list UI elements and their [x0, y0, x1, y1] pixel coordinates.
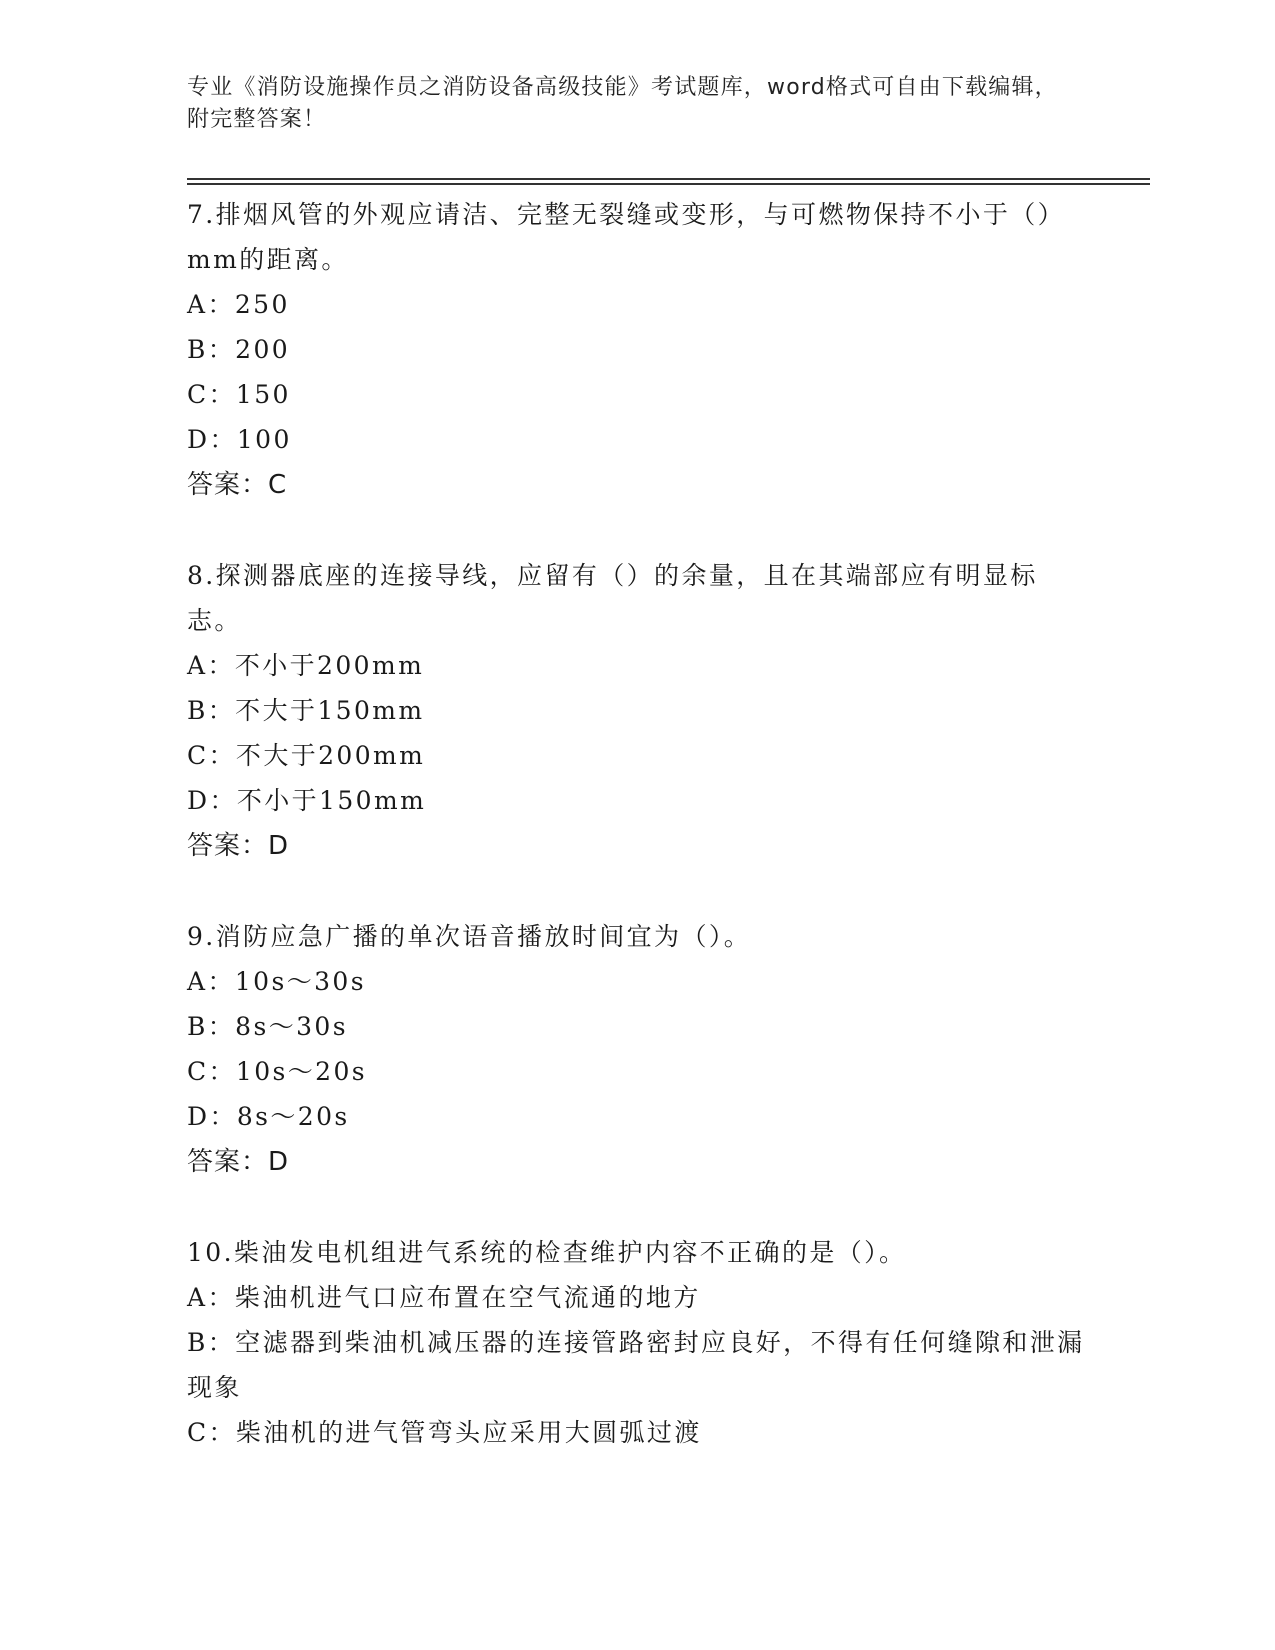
option-c: C：10s～20s	[187, 1057, 368, 1086]
question-stem: 10.柴油发电机组进气系统的检查维护内容不正确的是（）。	[187, 1238, 907, 1267]
answer: 答案：C	[187, 470, 288, 500]
option-c: C：不大于200mm	[187, 741, 426, 770]
question-stem: 7.排烟风管的外观应请洁、完整无裂缝或变形，与可燃物保持不小于（）mm的距离。	[187, 200, 1066, 274]
option-a: A：10s～30s	[187, 967, 366, 996]
question-9	[187, 914, 1087, 1185]
document-header: 专业《消防设施操作员之消防设备高级技能》考试题库，word格式可自由下载编辑，附完整答案！	[187, 75, 1058, 132]
spacer	[187, 508, 1087, 553]
question-10	[187, 1230, 1087, 1455]
question-list	[187, 192, 1087, 1455]
question-stem: 8.探测器底座的连接导线，应留有（）的余量，且在其端部应有明显标志。	[187, 561, 1038, 635]
option-d: D：8s～20s	[187, 1102, 350, 1131]
question-8	[187, 553, 1087, 869]
option-d: D：不小于150mm	[187, 786, 427, 815]
option-d: D：100	[187, 425, 292, 454]
option-a: A：250	[187, 290, 290, 319]
option-b: B：8s～30s	[187, 1012, 348, 1041]
option-c: C：柴油机的进气管弯头应采用大圆弧过渡	[187, 1418, 702, 1447]
option-a: A：柴油机进气口应布置在空气流通的地方	[187, 1283, 701, 1312]
spacer	[187, 1185, 1087, 1230]
option-b: B：200	[187, 335, 291, 364]
header-rule-bottom	[187, 183, 1150, 185]
option-c: C：150	[187, 380, 291, 409]
question-stem: 9.消防应急广播的单次语音播放时间宜为（）。	[187, 922, 752, 951]
option-b: B：不大于150mm	[187, 696, 425, 725]
option-a: A：不小于200mm	[187, 651, 425, 680]
question-7	[187, 192, 1087, 508]
answer: 答案：D	[187, 1147, 290, 1177]
answer: 答案：D	[187, 831, 290, 861]
header-rule-top	[187, 178, 1150, 180]
spacer	[187, 869, 1087, 914]
option-b: B：空滤器到柴油机减压器的连接管路密封应良好，不得有任何缝隙和泄漏现象	[187, 1328, 1085, 1402]
